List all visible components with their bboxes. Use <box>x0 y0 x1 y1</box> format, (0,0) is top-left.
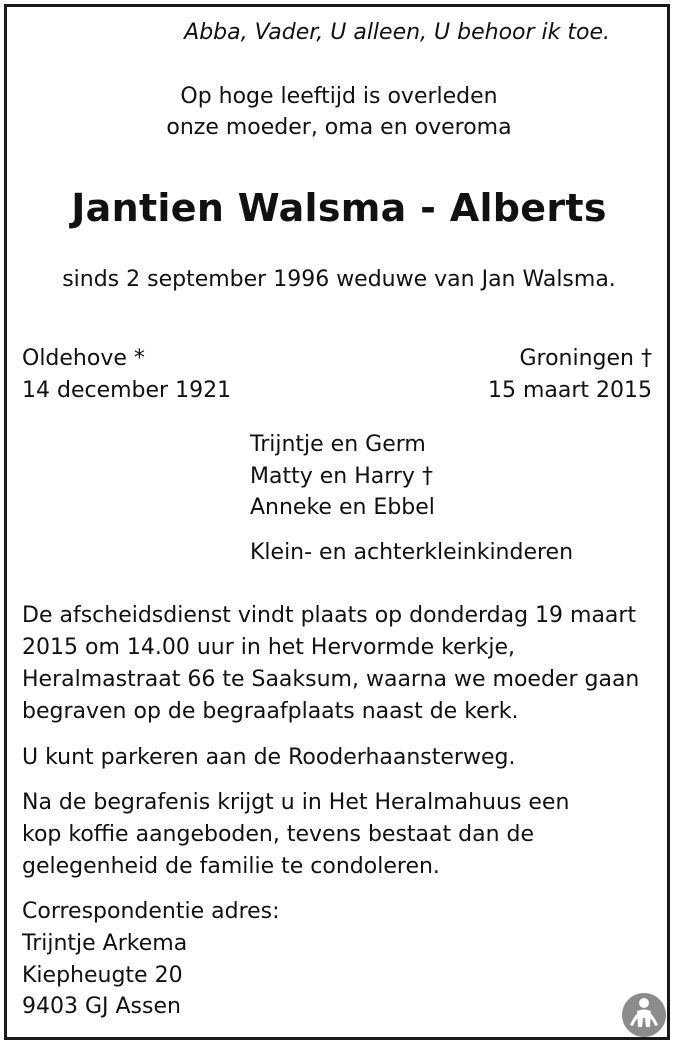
coffee-line-1: Na de begrafenis krijgt u in Het Heralmahuus een <box>22 790 570 815</box>
child-line-2: Matty en Harry † <box>250 464 433 489</box>
correspondence-name: Trijntje Arkema <box>22 931 188 956</box>
service-line-3: Heralmastraat 66 te Saaksum, waarna we moeder gaan <box>22 667 640 692</box>
deceased-name: Jantien Walsma - Alberts <box>71 186 607 230</box>
service-line-2: 2015 om 14.00 uur in het Hervormde kerkje, <box>22 635 516 660</box>
grandchildren-line: Klein- en achterkleinkinderen <box>250 540 574 565</box>
coffee-line-2: kop koffie aangeboden, tevens bestaat dan de <box>22 822 535 847</box>
widow-line: sinds 2 september 1996 weduwe van Jan Walsma. <box>62 267 616 292</box>
death-date: 15 maart 2015 <box>487 378 652 403</box>
birth-place: Oldehove * <box>22 346 145 371</box>
service-line-4: begraven op de begraafplaats naast de kerk. <box>22 699 519 724</box>
child-line-1: Trijntje en Germ <box>250 432 426 457</box>
service-line-1: De afscheidsdienst vindt plaats op donderdag 19 maart <box>22 603 637 628</box>
intro-line-2: onze moeder, oma en overoma <box>166 115 512 140</box>
correspondence-city: 9403 GJ Assen <box>22 994 181 1019</box>
parking-line: U kunt parkeren aan de Rooderhaansterweg. <box>22 745 516 770</box>
correspondence-street: Kiepheugte 20 <box>22 963 183 988</box>
motto-text: Abba, Vader, U alleen, U behoor ik toe. <box>184 20 610 45</box>
intro-line-1: Op hoge leeftijd is overleden <box>180 84 498 109</box>
death-place: Groningen † <box>519 346 652 371</box>
memorial-figure-icon <box>620 991 668 1039</box>
birth-date: 14 december 1921 <box>22 378 232 403</box>
coffee-line-3: gelegenheid de familie te condoleren. <box>22 854 440 879</box>
child-line-3: Anneke en Ebbel <box>250 495 435 520</box>
correspondence-heading: Correspondentie adres: <box>22 899 280 924</box>
